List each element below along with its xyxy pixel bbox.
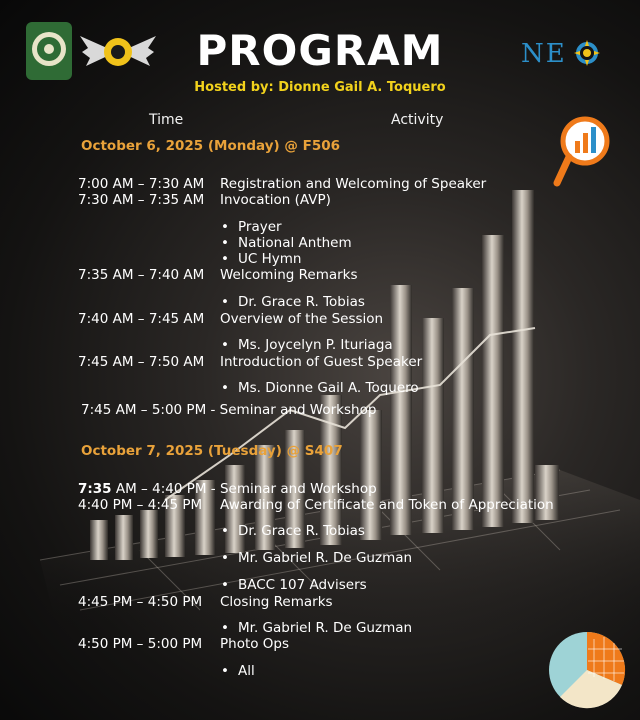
schedule-activity: Awarding of Certificate and Token of Appreciation bbox=[220, 497, 554, 513]
schedule-activity: Introduction of Guest Speaker bbox=[220, 354, 423, 370]
bullet-item: • Ms. Joycelyn P. Ituriaga bbox=[238, 337, 393, 353]
schedule-activity: Registration and Welcoming of Speaker bbox=[220, 176, 487, 192]
activity-column-header: Activity bbox=[391, 112, 444, 128]
bullet-item: • Mr. Gabriel R. De Guzman bbox=[238, 620, 412, 636]
day1-heading: October 6, 2025 (Monday) @ F506 bbox=[81, 138, 340, 154]
schedule-activity: Welcoming Remarks bbox=[220, 267, 358, 283]
bullet-item: • Mr. Gabriel R. De Guzman bbox=[238, 550, 412, 566]
page-title: PROGRAM bbox=[196, 26, 444, 75]
magnifier-bar-chart-icon bbox=[553, 113, 613, 187]
bullet-item: • Dr. Grace R. Tobias bbox=[238, 523, 365, 539]
schedule-time: 4:45 PM – 4:50 PM bbox=[78, 594, 203, 610]
day2-heading: October 7, 2025 (Tuesday) @ S407 bbox=[81, 443, 343, 459]
schedule-time: 4:40 PM – 4:45 PM bbox=[78, 497, 203, 513]
neo-logo-text: NE bbox=[521, 39, 567, 69]
bullet-item: • Prayer bbox=[238, 219, 282, 235]
day2-seminar-start: 7:35 bbox=[78, 481, 112, 497]
schedule-activity: Invocation (AVP) bbox=[220, 192, 331, 208]
schedule-time: 7:00 AM – 7:30 AM bbox=[78, 176, 205, 192]
bullet-item: • All bbox=[238, 663, 255, 679]
bullet-item: • Ms. Dionne Gail A. Toquero bbox=[238, 380, 419, 396]
day1-seminar-line: 7:45 AM – 5:00 PM - Seminar and Workshop bbox=[81, 402, 377, 418]
schedule-time: 7:45 AM – 7:50 AM bbox=[78, 354, 205, 370]
bullet-item: • Dr. Grace R. Tobias bbox=[238, 294, 365, 310]
schedule-time: 7:35 AM – 7:40 AM bbox=[78, 267, 205, 283]
pie-chart-icon bbox=[546, 629, 628, 711]
schedule-activity: Overview of the Session bbox=[220, 311, 384, 327]
bullet-item: • BACC 107 Advisers bbox=[238, 577, 367, 593]
schedule-activity: Closing Remarks bbox=[220, 594, 333, 610]
schedule-time: 4:50 PM – 5:00 PM bbox=[78, 636, 203, 652]
bullet-item: • National Anthem bbox=[238, 235, 352, 251]
time-column-header: Time bbox=[149, 112, 184, 128]
day2-seminar-line bbox=[78, 481, 377, 497]
bullet-item: • UC Hymn bbox=[238, 251, 301, 267]
schedule-time: 7:30 AM – 7:35 AM bbox=[78, 192, 205, 208]
schedule-activity: Photo Ops bbox=[220, 636, 290, 652]
day2-seminar-rest: AM – 4:40 PM - Seminar and Workshop bbox=[111, 481, 377, 497]
host-line: Hosted by: Dionne Gail A. Toquero bbox=[194, 80, 446, 95]
schedule-time: 7:40 AM – 7:45 AM bbox=[78, 311, 205, 327]
